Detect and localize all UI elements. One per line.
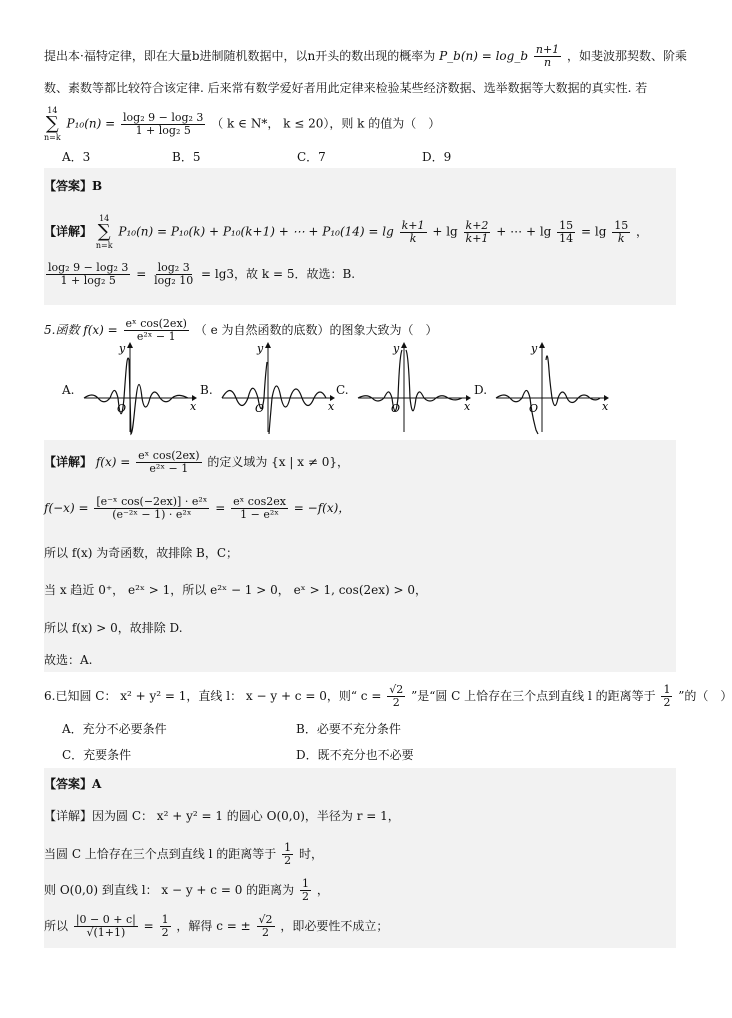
q6-d3-num: 1 — [301, 877, 309, 890]
q6-d4-den: √(1+1) — [86, 926, 126, 939]
q5-detail-label: 【详解】 — [44, 455, 93, 469]
q5-graph-d — [494, 340, 609, 435]
q6-stem-frac1 — [387, 684, 405, 709]
q6-d4-num3: √2 — [258, 913, 273, 926]
q5-graph-d-origin: O — [529, 402, 539, 415]
q4-detail-frac1-den: k — [409, 231, 417, 245]
q5-graph-a-y-label: y — [119, 342, 126, 355]
q5-d2-num: [e⁻ˣ cos(−2ex)] · e²ˣ — [96, 495, 208, 508]
q6-d3-frac — [300, 878, 311, 903]
q5-graph-c-origin: O — [391, 402, 401, 415]
q5-graph-label-d: D. — [474, 383, 488, 397]
q5-d2-b: = — [215, 501, 226, 515]
q4-detail-l1c: + ⋯ + lg — [496, 224, 552, 239]
q6-stem-a: 6.已知圆 C： x² + y² = 1，直线 l： x − y + c = 0，则“ c = — [44, 689, 382, 703]
q5-graph-b-x-label: x — [328, 400, 335, 413]
q6-d3-b: ， — [316, 883, 329, 897]
q6-d3 — [44, 878, 329, 903]
q6-d3-a: 则 O(0,0) 到直线 l： x − y + c = 0 的距离为 — [44, 883, 295, 897]
q4-detail-frac2 — [464, 220, 491, 245]
q4-option-c: C．7 — [297, 150, 326, 164]
q5-graph-label-a: A. — [62, 383, 75, 397]
q4-detail-frac2-den: k+1 — [465, 231, 489, 245]
q4-sum-symbol: 14 ∑ n=k — [44, 106, 61, 142]
q4-detail-sum: 14 ∑ n=k — [95, 214, 113, 250]
q4-detail-l1b: + lg — [432, 224, 458, 239]
q4-line1 — [44, 44, 687, 69]
q4-line2: 数、素数等都比较符合该定律. 后来常有数学爱好者用此定律来检验某些经济数据、选举数据等大数据的真实性. 若 — [44, 81, 648, 95]
q6-d4-den3: 2 — [262, 926, 269, 939]
q4-line1-text: 提出本·福特定律，即在大量b进制随机数据中，以n开头的数出现的概率为 — [44, 49, 436, 63]
q6-option-d: D．既不充分也不必要 — [296, 748, 414, 762]
q6-stem-b: ”是“圆 C 上恰存在三个点到直线 l 的距离等于 — [411, 689, 656, 703]
q6-d3-den: 2 — [301, 890, 309, 903]
q4-detail2-frac2 — [152, 262, 195, 287]
q4-detail-label: 【详解】 — [44, 224, 93, 239]
q5-graph-d-y-arrow — [539, 342, 545, 348]
q4-cond-den: 1 + log₂ 5 — [135, 123, 191, 137]
q6-d4-frac2 — [160, 914, 171, 939]
q4-line1-end: ，如斐波那契数、阶乘 — [567, 49, 688, 63]
q4-detail-frac3-num: 15 — [559, 218, 574, 232]
q6-stem — [44, 684, 732, 709]
q4-line3 — [44, 106, 440, 142]
q5-graph-d-y-label: y — [531, 342, 538, 355]
q5-graph-b — [220, 340, 335, 435]
q5-graph-a-curve — [84, 358, 188, 434]
q4-detail2-frac2-den: log₂ 10 — [154, 274, 194, 287]
q5-graph-d-curve — [496, 356, 600, 434]
q6-option-a: A．充分不必要条件 — [62, 722, 167, 736]
q5-graph-c-x-label: x — [464, 400, 471, 413]
q4-detail-frac1-num: k+1 — [401, 218, 425, 232]
q4-detail-frac1 — [400, 220, 427, 245]
q6-d2-a: 当圆 C 上恰存在三个点到直线 l 的距离等于 — [44, 847, 277, 861]
q5-graph-a — [82, 340, 197, 435]
q4-formula-lhs: P_b(n) = log_b — [439, 49, 529, 63]
q5-d1-num: eˣ cos(2ex) — [138, 449, 200, 462]
q6-d4-d: ，即必要性不成立； — [280, 919, 389, 933]
q5-stem-b: （ e 为自然函数的底数）的图象大致为（ ） — [194, 323, 438, 337]
q5-graph-c-y-arrow — [401, 342, 407, 348]
q4-answer: 【答案】B — [44, 179, 103, 193]
q4-detail-line2 — [44, 262, 355, 287]
q6-stem-den: 2 — [392, 696, 400, 709]
q6-d2-frac — [282, 842, 293, 867]
q4-sum-term: P₁₀(n) = — [66, 116, 116, 131]
q6-d4-frac1 — [74, 914, 138, 939]
q5-stem-num: eˣ cos(2ex) — [125, 317, 187, 330]
q4-option-b: B．5 — [172, 150, 201, 164]
q5-graph-d-x-label: x — [602, 400, 609, 413]
q5-d2-frac1 — [94, 496, 209, 521]
q5-d2-num2: eˣ cos2ex — [233, 495, 286, 508]
q5-d2-a: f(−x) = — [44, 501, 89, 515]
q4-detail-sum-top: 14 — [99, 214, 110, 223]
q6-d1: 【详解】因为圆 C： x² + y² = 1 的圆心 O(0,0)，半径为 r = 1， — [44, 809, 400, 823]
q4-formula-den: n — [543, 56, 552, 69]
q4-detail-frac3-den: 14 — [559, 231, 574, 245]
q4-sum-top: 14 — [47, 106, 58, 115]
q4-detail-l1a: P₁₀(n) = P₁₀(k) + P₁₀(k+1) + ⋯ + P₁₀(14) = lg — [118, 224, 394, 239]
q5-d2-c: = −f(x)， — [293, 501, 351, 515]
q6-answer: 【答案】A — [44, 777, 102, 791]
q6-d4-b: = — [143, 919, 154, 933]
q5-d6: 故选：A. — [44, 653, 93, 667]
q6-stem-den2: 2 — [663, 696, 671, 709]
q4-formula-num: n+1 — [535, 43, 560, 56]
q5-d1-a: f(x) = — [95, 455, 131, 469]
q6-stem-num2: 1 — [663, 683, 671, 696]
q4-detail-frac2-num: k+2 — [465, 218, 489, 232]
q4-detail2-frac1-den: 1 + log₂ 5 — [60, 274, 116, 287]
q6-d4-den2: 2 — [161, 926, 169, 939]
q4-detail-l1d: = lg — [581, 224, 607, 239]
q5-graph-a-y-arrow — [127, 342, 133, 348]
q4-detail-frac4-num: 15 — [614, 218, 629, 232]
q5-graph-a-origin: O — [117, 402, 127, 415]
q4-detail2-frac1-num: log₂ 9 − log₂ 3 — [48, 261, 129, 274]
q4-cond-frac — [121, 112, 205, 137]
q4-sum-bottom: n=k — [44, 133, 61, 142]
q5-d4: 当 x 趋近 0⁺， e²ˣ > 1，所以 e²ˣ − 1 > 0， eˣ > 1, cos(2ex) > 0， — [44, 583, 427, 597]
q4-cond-tail: （ k ∈ N*， k ≤ 20），则 k 的值为（ ） — [211, 116, 441, 131]
q4-detail-sum-bottom: n=k — [95, 241, 113, 250]
q4-detail-l1e: ， — [636, 224, 649, 239]
q5-graph-b-origin: O — [255, 402, 265, 415]
q5-graph-b-y-label: y — [257, 342, 264, 355]
q5-d5: 所以 f(x) > 0，故排除 D. — [44, 621, 183, 635]
q4-option-a: A．3 — [62, 150, 91, 164]
q6-d2-b: 时， — [298, 847, 323, 861]
q6-d4-c: ，解得 c = ± — [176, 919, 251, 933]
q6-option-c: C．充要条件 — [62, 748, 132, 762]
q6-stem-frac2 — [661, 684, 672, 709]
q4-detail-line1 — [44, 214, 648, 250]
q6-d2-num: 1 — [284, 841, 292, 854]
q4-detail2-frac2-num: log₂ 3 — [157, 261, 190, 274]
q4-cond-num: log₂ 9 − log₂ 3 — [123, 110, 204, 124]
q6-d4-a: 所以 — [44, 919, 69, 933]
q5-stem-a: 5.函数 f(x) = — [44, 323, 118, 337]
q5-d2-den2: 1 − e²ˣ — [240, 508, 279, 521]
q4-formula-frac — [534, 44, 561, 69]
q5-graph-label-b: B. — [200, 383, 213, 397]
q6-stem-num: √2 — [389, 683, 404, 696]
q5-d1-frac — [136, 450, 201, 475]
q4-detail-frac4-den: k — [617, 231, 625, 245]
q5-graph-b-y-arrow — [265, 342, 271, 348]
q6-d2-den: 2 — [284, 854, 292, 867]
q4-detail2-tail: = lg3，故 k = 5．故选：B. — [201, 267, 356, 281]
q5-graph-a-x-label: x — [190, 400, 197, 413]
q4-detail-frac4 — [612, 220, 630, 245]
q5-graph-label-c: C. — [336, 383, 349, 397]
q5-d2-frac2 — [231, 496, 288, 521]
q5-d3: 所以 f(x) 为奇函数，故排除 B，C； — [44, 546, 239, 560]
q5-graph-c — [356, 340, 471, 435]
q6-d2 — [44, 842, 323, 867]
q5-detail-line1 — [44, 450, 349, 475]
q6-stem-c: ”的（ ） — [678, 689, 732, 703]
q5-d1-b: 的定义域为 {x | x ≠ 0}， — [207, 455, 349, 469]
q6-d4-num: |0 − 0 + c| — [75, 913, 136, 926]
q4-detail2-frac1 — [46, 262, 130, 287]
q5-graph-c-y-label: y — [393, 342, 400, 355]
q6-d4 — [44, 914, 388, 939]
q4-option-d: D．9 — [422, 150, 452, 164]
q6-option-b: B．必要不充分条件 — [296, 722, 401, 736]
q5-graph-c-curve — [358, 350, 462, 411]
q5-stem-den: e²ˣ − 1 — [136, 330, 176, 343]
q5-d1-den: e²ˣ − 1 — [149, 462, 189, 475]
q6-d4-frac3 — [257, 914, 275, 939]
q5-d2-den: (e⁻²ˣ − 1) · e²ˣ — [112, 508, 192, 521]
q4-detail-frac3 — [557, 220, 575, 245]
q6-d4-num2: 1 — [161, 913, 169, 926]
q4-detail2-eq: = — [136, 267, 147, 281]
q5-detail-line2 — [44, 496, 350, 521]
